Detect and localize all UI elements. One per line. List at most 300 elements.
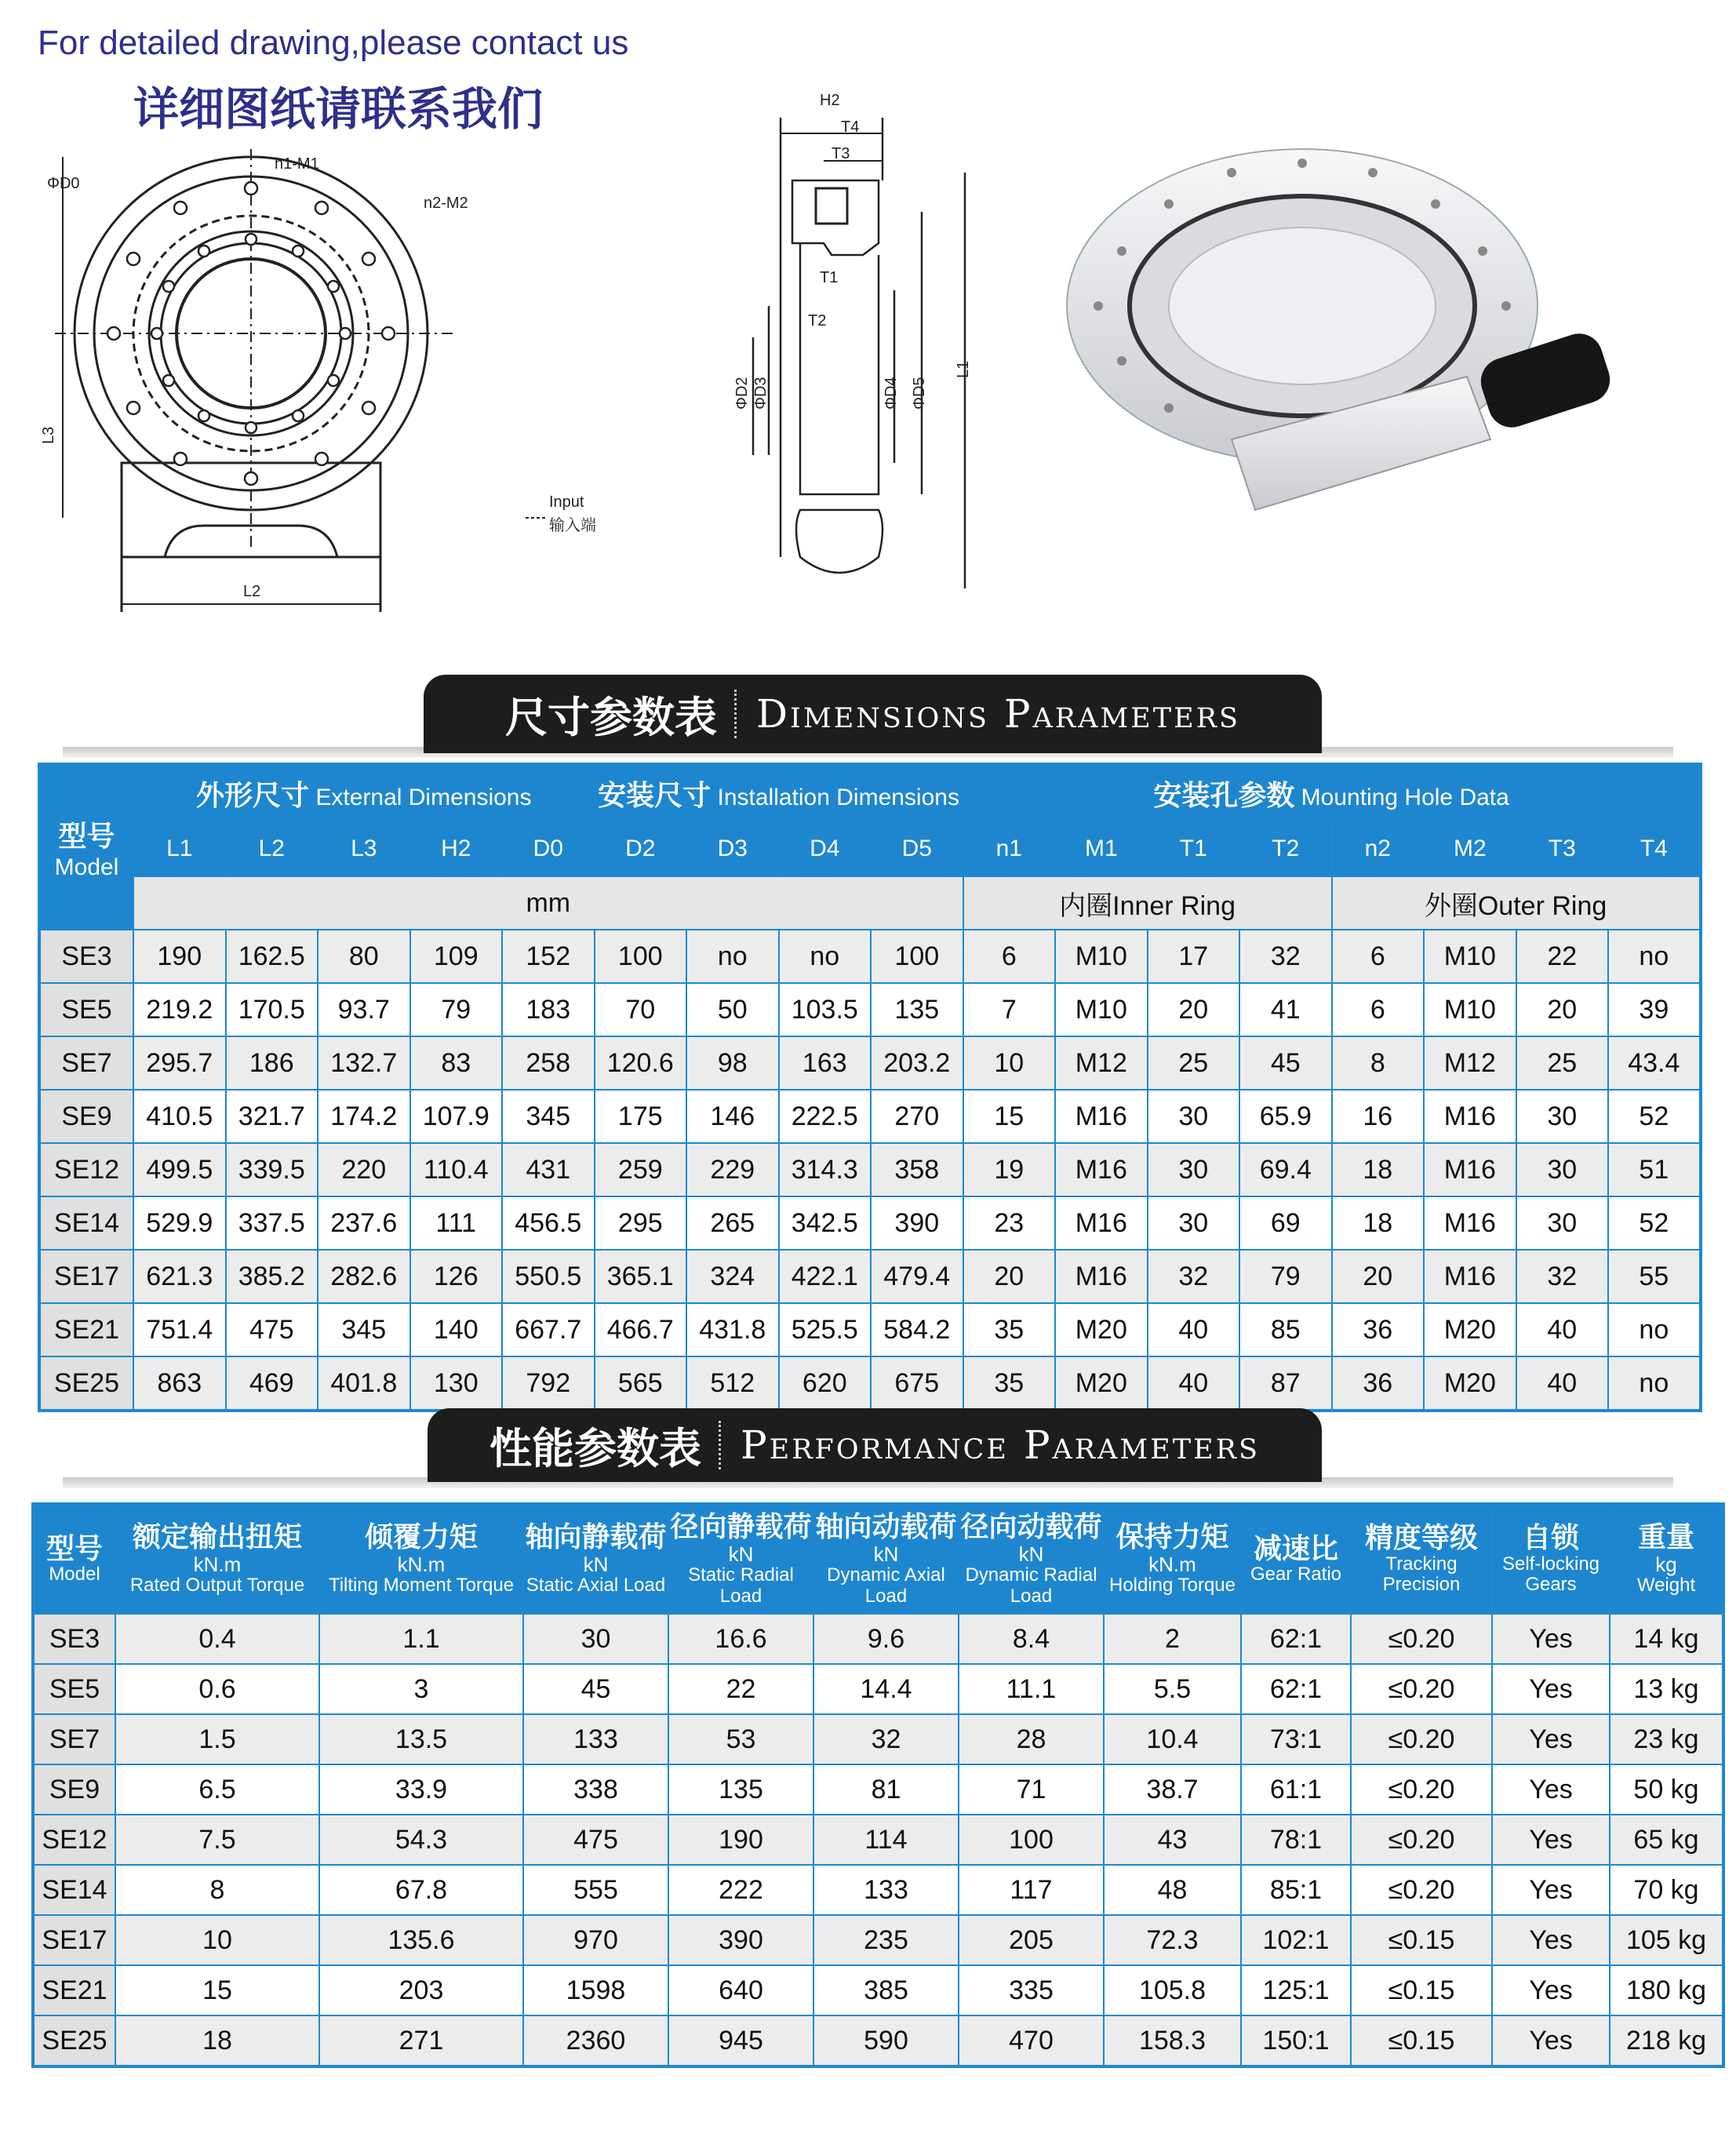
model-cell: SE17 [33,1915,115,1965]
performance-row [33,1764,1723,1815]
performance-cell: 43 [1104,1815,1241,1865]
dimension-cell: 337.5 [226,1196,318,1250]
installation-dimensions-header: 安装尺寸 Installation Dimensions [595,764,963,821]
performance-cell: 23 kg [1610,1714,1723,1764]
header-zh: 额定输出扭矩 [132,1521,302,1554]
dimension-cell: 174.2 [318,1090,410,1143]
performance-cell: 590 [813,2015,959,2066]
dimension-cell: 8 [1332,1036,1425,1090]
performance-cell: 970 [523,1915,668,1965]
performance-cell: 0.4 [115,1614,319,1664]
performance-cell: 218 kg [1610,2015,1723,2066]
model-cell: SE21 [33,1965,115,2015]
dimension-cell: 565 [595,1356,687,1411]
performance-cell: Yes [1492,1714,1610,1764]
dimension-column-header: n1 [963,821,1056,876]
performance-column-header [1492,1504,1610,1614]
dimension-column-header: D4 [779,821,872,876]
dimension-cell: 390 [871,1196,963,1250]
performance-cell: 62:1 [1241,1664,1351,1714]
dimension-cell: 120.6 [595,1036,687,1090]
performance-cell: Yes [1492,1764,1610,1815]
dimension-cell: 30 [1516,1090,1609,1143]
performance-cell: 22 [668,1664,813,1714]
header-en: Dynamic Axial Load [827,1564,945,1607]
input-en-label: Input [549,493,584,511]
performance-cell: 125:1 [1241,1965,1351,2015]
performance-cell: 390 [668,1915,813,1965]
dimension-cell: 365.1 [595,1250,687,1303]
slewing-drive-image [1051,141,1694,612]
dimension-cell: 45 [1239,1036,1332,1090]
dimensions-title-en: Dimensions Parameters [755,691,1241,737]
dimension-cell: 35 [963,1356,1056,1411]
performance-cell: 475 [523,1815,668,1865]
dimension-column-header: H2 [410,821,503,876]
dimension-cell: 93.7 [318,983,410,1036]
performance-cell: ≤0.20 [1351,1815,1492,1865]
dimension-cell: 25 [1516,1036,1609,1090]
dimension-column-header: L3 [318,821,410,876]
header-unit: kN [583,1552,609,1576]
dimension-cell: no [1608,1303,1701,1356]
label-d0: ΦD0 [47,175,80,192]
dimension-cell: 30 [1516,1196,1609,1250]
performance-cell: 105.8 [1104,1965,1241,2015]
dimension-cell: 36 [1332,1356,1425,1411]
label-t1: T1 [820,269,839,286]
dimension-column-header: D5 [871,821,963,876]
dimension-cell: 30 [1148,1143,1240,1196]
dimension-column-header: T4 [1608,821,1701,876]
unit-mm-cell: mm [133,876,963,930]
dimension-cell: 83 [410,1036,503,1090]
label-d4: ΦD4 [883,377,900,410]
dimension-cell: 190 [133,930,226,983]
performance-column-header [523,1504,668,1614]
header-unit: kN.m [397,1552,446,1576]
performance-cell: 81 [813,1764,959,1815]
performance-table [31,1502,1725,2068]
dimension-cell: 259 [595,1143,687,1196]
header-en: Holding Torque [1108,1575,1236,1597]
dimension-cell: M10 [1424,930,1516,983]
performance-cell: 640 [668,1965,813,2015]
dimension-cell: 466.7 [595,1303,687,1356]
dimension-cell: 36 [1332,1303,1425,1356]
model-cell: SE7 [33,1714,115,1764]
performance-cell: 2 [1104,1614,1241,1664]
performance-cell: 10 [115,1915,319,1965]
performance-column-header [813,1504,959,1614]
performance-column-header [959,1504,1104,1614]
dimension-cell: M10 [1055,983,1148,1036]
dimension-cell: 621.3 [133,1250,226,1303]
inner-ring-cell: 内圈Inner Ring [963,876,1332,930]
dimension-column-header: T2 [1239,821,1332,876]
dimension-column-header: L1 [133,821,226,876]
dimension-cell: 237.6 [318,1196,410,1250]
dimension-cell: M12 [1055,1036,1148,1090]
performance-cell: 222 [668,1865,813,1915]
performance-cell: 0.6 [115,1664,319,1714]
header-zh: 倾覆力矩 [364,1521,478,1554]
dimension-cell: M16 [1424,1143,1516,1196]
performance-cell: ≤0.15 [1351,1965,1492,2015]
performance-cell: 133 [813,1865,959,1915]
dimension-cell: 18 [1332,1143,1425,1196]
performance-title-en: Performance Parameters [741,1422,1260,1468]
performance-cell: 78:1 [1241,1815,1351,1865]
dimension-cell: M16 [1424,1196,1516,1250]
performance-cell: 72.3 [1104,1915,1241,1965]
mounting-hole-header: 安装孔参数 Mounting Hole Data [963,764,1701,821]
model-cell: SE25 [39,1356,133,1411]
performance-column-header [1241,1504,1351,1614]
dimension-cell: 6 [1332,930,1425,983]
performance-cell: 1598 [523,1965,668,2015]
performance-cell: 114 [813,1815,959,1865]
header-en: Rated Output Torque [129,1575,305,1597]
dimension-cell: 345 [318,1303,410,1356]
header-unit: kg [1655,1552,1677,1576]
label-l2: L2 [243,583,261,600]
dimension-cell: 186 [226,1036,318,1090]
dimension-column-header: D3 [686,821,779,876]
dimension-cell: 314.3 [779,1143,872,1196]
input-label-drawing [518,486,628,541]
model-cell: SE25 [33,2015,115,2066]
dimensions-table [38,763,1702,1412]
header-en: Gear Ratio [1250,1564,1342,1586]
dimension-cell: 23 [963,1196,1056,1250]
performance-row [33,1714,1723,1764]
performance-cell: 32 [813,1714,959,1764]
performance-cell: 555 [523,1865,668,1915]
dimension-cell: 39 [1608,983,1701,1036]
performance-cell: 9.6 [813,1614,959,1664]
dimension-cell: 792 [502,1356,595,1411]
dimension-cell: 270 [871,1090,963,1143]
performance-column-header [319,1504,523,1614]
performance-cell: 70 kg [1610,1865,1723,1915]
dimension-cell: 529.9 [133,1196,226,1250]
dimension-cell: 456.5 [502,1196,595,1250]
contact-zh-text: 详细图纸请联系我们 [133,82,544,136]
dimension-cell: 10 [963,1036,1056,1090]
model-cell: SE17 [39,1250,133,1303]
header-zh: 精度等级 [1364,1522,1478,1555]
dimension-cell: 51 [1608,1143,1701,1196]
performance-cell: 8 [115,1865,319,1915]
performance-column-header [115,1504,319,1614]
performance-row [33,1664,1723,1714]
performance-cell: 1.5 [115,1714,319,1764]
dimension-cell: 345 [502,1090,595,1143]
performance-cell: 71 [959,1764,1104,1815]
dimension-cell: 25 [1148,1036,1240,1090]
dimension-cell: 295 [595,1196,687,1250]
dimension-cell: M16 [1055,1250,1148,1303]
dimension-column-header: n2 [1332,821,1425,876]
header-zh: 径向动载荷 [960,1511,1102,1544]
performance-row [33,1815,1723,1865]
label-n2m2: n2-M2 [424,195,468,212]
dimension-column-header: D2 [595,821,687,876]
dimension-cell: 20 [963,1250,1056,1303]
label-d5: ΦD5 [911,377,928,410]
performance-cell: 135 [668,1764,813,1815]
label-t4: T4 [841,118,860,136]
dimension-cell: 55 [1608,1250,1701,1303]
dimension-cell: 41 [1239,983,1332,1036]
dimension-cell: 401.8 [318,1356,410,1411]
dimension-cell: 422.1 [779,1250,872,1303]
dimension-cell: 146 [686,1090,779,1143]
label-d3: ΦD3 [752,377,770,410]
header-en: Dynamic Radial Load [965,1564,1097,1607]
dimension-row [39,1036,1701,1090]
header-en: Model [49,1564,100,1586]
dimension-row [39,1303,1701,1356]
performance-cell: 45 [523,1664,668,1714]
dimension-cell: 69.4 [1239,1143,1332,1196]
dimension-cell: 469 [226,1356,318,1411]
dimension-cell: 18 [1332,1196,1425,1250]
header-unit: kN.m [1148,1552,1196,1576]
dimension-cell: 7 [963,983,1056,1036]
performance-cell: 158.3 [1104,2015,1241,2066]
header-en: Tilting Moment Torque [328,1575,515,1597]
performance-cell: ≤0.20 [1351,1865,1492,1915]
header-en: Weight [1636,1575,1696,1597]
dimension-cell: 132.7 [318,1036,410,1090]
external-dimensions-header: 外形尺寸 External Dimensions [133,764,595,821]
label-d2: ΦD2 [733,377,751,410]
performance-cell: 67.8 [319,1865,523,1915]
dimension-row [39,983,1701,1036]
dimension-cell: M16 [1055,1090,1148,1143]
dimension-cell: 140 [410,1303,503,1356]
performance-cell: 338 [523,1764,668,1815]
dimension-cell: 16 [1332,1090,1425,1143]
performance-cell: 133 [523,1714,668,1764]
model-cell: SE21 [39,1303,133,1356]
performance-cell: 117 [959,1865,1104,1915]
performance-column-header [1104,1504,1241,1614]
performance-row [33,1915,1723,1965]
dimension-column-header: L2 [226,821,318,876]
performance-cell: 13 kg [1610,1664,1723,1714]
performance-cell: 54.3 [319,1815,523,1865]
dimension-cell: no [686,930,779,983]
performance-cell: ≤0.20 [1351,1664,1492,1714]
performance-cell: 100 [959,1815,1104,1865]
outer-ring-cell: 外圈Outer Ring [1332,876,1701,930]
performance-cell: 945 [668,2015,813,2066]
dimension-cell: 584.2 [871,1303,963,1356]
performance-cell: Yes [1492,1915,1610,1965]
dimension-cell: 525.5 [779,1303,872,1356]
performance-cell: 6.5 [115,1764,319,1815]
label-t3: T3 [832,145,850,162]
performance-cell: 28 [959,1714,1104,1764]
dimension-cell: 295.7 [133,1036,226,1090]
dimension-cell: 32 [1516,1250,1609,1303]
performance-title-zh: 性能参数表 [490,1423,701,1473]
dimension-cell: 32 [1148,1250,1240,1303]
dimension-cell: 512 [686,1356,779,1411]
header-zh: 型号 [45,1532,103,1565]
performance-cell: 385 [813,1965,959,2015]
performance-column-header [1351,1504,1492,1614]
dimension-column-header: T1 [1148,821,1240,876]
performance-cell: ≤0.15 [1351,1915,1492,1965]
dimension-cell: 170.5 [226,983,318,1036]
dimension-cell: no [779,930,872,983]
performance-cell: 73:1 [1241,1714,1351,1764]
dimension-cell: 100 [871,930,963,983]
dimension-cell: M20 [1055,1303,1148,1356]
dimension-cell: M10 [1424,983,1516,1036]
performance-cell: 61:1 [1241,1764,1351,1815]
dimension-cell: 50 [686,983,779,1036]
dimension-cell: 103.5 [779,983,872,1036]
dimension-cell: 475 [226,1303,318,1356]
performance-cell: 271 [319,2015,523,2066]
performance-cell: 335 [959,1965,1104,2015]
dimension-cell: 431.8 [686,1303,779,1356]
dimension-cell: 20 [1332,1250,1425,1303]
performance-cell: Yes [1492,1614,1610,1664]
dimension-cell: 126 [410,1250,503,1303]
dimension-cell: 52 [1608,1090,1701,1143]
performance-column-header [1610,1504,1723,1614]
header-unit: kN.m [193,1552,242,1576]
performance-cell: 14.4 [813,1664,959,1714]
model-cell: SE5 [39,983,133,1036]
header-unit: kN [1018,1542,1044,1566]
dimension-cell: 358 [871,1143,963,1196]
dimension-cell: no [1608,1356,1701,1411]
dimension-cell: 30 [1516,1143,1609,1196]
dimension-cell: 620 [779,1356,872,1411]
performance-cell: 135.6 [319,1915,523,1965]
performance-row [33,1965,1723,2015]
performance-cell: 470 [959,2015,1104,2066]
dimension-cell: 100 [595,930,687,983]
front-view-drawing [31,141,518,612]
model-cell: SE14 [39,1196,133,1250]
dimension-cell: 258 [502,1036,595,1090]
performance-cell: 38.7 [1104,1764,1241,1815]
dimension-column-header: T3 [1516,821,1609,876]
performance-cell: ≤0.15 [1351,2015,1492,2066]
model-header: 型号 Model [39,764,133,930]
header-unit: kN [873,1542,899,1566]
dimension-column-header: D0 [502,821,595,876]
performance-cell: 15 [115,1965,319,2015]
dimension-cell: 229 [686,1143,779,1196]
model-cell: SE5 [33,1664,115,1714]
dimension-row [39,1143,1701,1196]
header-zh: 重量 [1637,1521,1694,1554]
dimension-row [39,1250,1701,1303]
model-cell: SE9 [33,1764,115,1815]
performance-cell: 33.9 [319,1764,523,1815]
dimension-cell: M20 [1424,1303,1516,1356]
header-zh: 保持力矩 [1115,1521,1229,1554]
performance-cell: 50 kg [1610,1764,1723,1815]
header-en: Static Axial Load [526,1575,666,1597]
dimension-cell: 219.2 [133,983,226,1036]
dimension-cell: 110.4 [410,1143,503,1196]
dimension-row [39,930,1701,983]
dimension-cell: 79 [410,983,503,1036]
dimension-cell: 410.5 [133,1090,226,1143]
dimension-cell: 265 [686,1196,779,1250]
performance-cell: 18 [115,2015,319,2066]
dimension-cell: 675 [871,1356,963,1411]
performance-column-header [668,1504,813,1614]
dimension-cell: M20 [1424,1356,1516,1411]
performance-cell: 10.4 [1104,1714,1241,1764]
performance-cell: 150:1 [1241,2015,1351,2066]
dimension-cell: 342.5 [779,1196,872,1250]
dimension-cell: M16 [1424,1090,1516,1143]
dimension-cell: 40 [1516,1303,1609,1356]
dimension-cell: 70 [595,983,687,1036]
performance-cell: 16.6 [668,1614,813,1664]
label-l3: L3 [40,426,57,444]
dimensions-title-zh: 尺寸参数表 [504,692,717,742]
label-h2: H2 [820,92,840,109]
performance-cell: 14 kg [1610,1614,1723,1664]
dimension-cell: M20 [1055,1356,1148,1411]
dimension-cell: 69 [1239,1196,1332,1250]
input-zh-label: 输入端 [549,515,596,534]
model-cell: SE7 [39,1036,133,1090]
performance-cell: 2360 [523,2015,668,2066]
performance-cell: 7.5 [115,1815,319,1865]
dimension-column-header: M2 [1424,821,1516,876]
dimension-cell: M16 [1055,1143,1148,1196]
model-cell: SE3 [39,930,133,983]
dimension-cell: 431 [502,1143,595,1196]
header-zh: 轴向静载荷 [525,1521,667,1554]
performance-cell: 53 [668,1714,813,1764]
performance-cell: 11.1 [959,1664,1104,1714]
dimension-row [39,1196,1701,1250]
dimension-cell: 183 [502,983,595,1036]
dimension-cell: 80 [318,930,410,983]
dimension-cell: 40 [1148,1356,1240,1411]
performance-cell: 65 kg [1610,1815,1723,1865]
performance-cell: 13.5 [319,1714,523,1764]
header-en: Tracking Precision [1382,1553,1461,1596]
performance-cell: 205 [959,1915,1104,1965]
dimension-cell: 339.5 [226,1143,318,1196]
dimension-cell: 6 [1332,983,1425,1036]
dimension-cell: 499.5 [133,1143,226,1196]
performance-cell: Yes [1492,1815,1610,1865]
performance-cell: 5.5 [1104,1664,1241,1714]
dimension-cell: 107.9 [410,1090,503,1143]
dimensions-section-header [0,675,1736,761]
dimension-cell: 324 [686,1250,779,1303]
dimension-column-header: M1 [1055,821,1148,876]
performance-cell: Yes [1492,1965,1610,2015]
